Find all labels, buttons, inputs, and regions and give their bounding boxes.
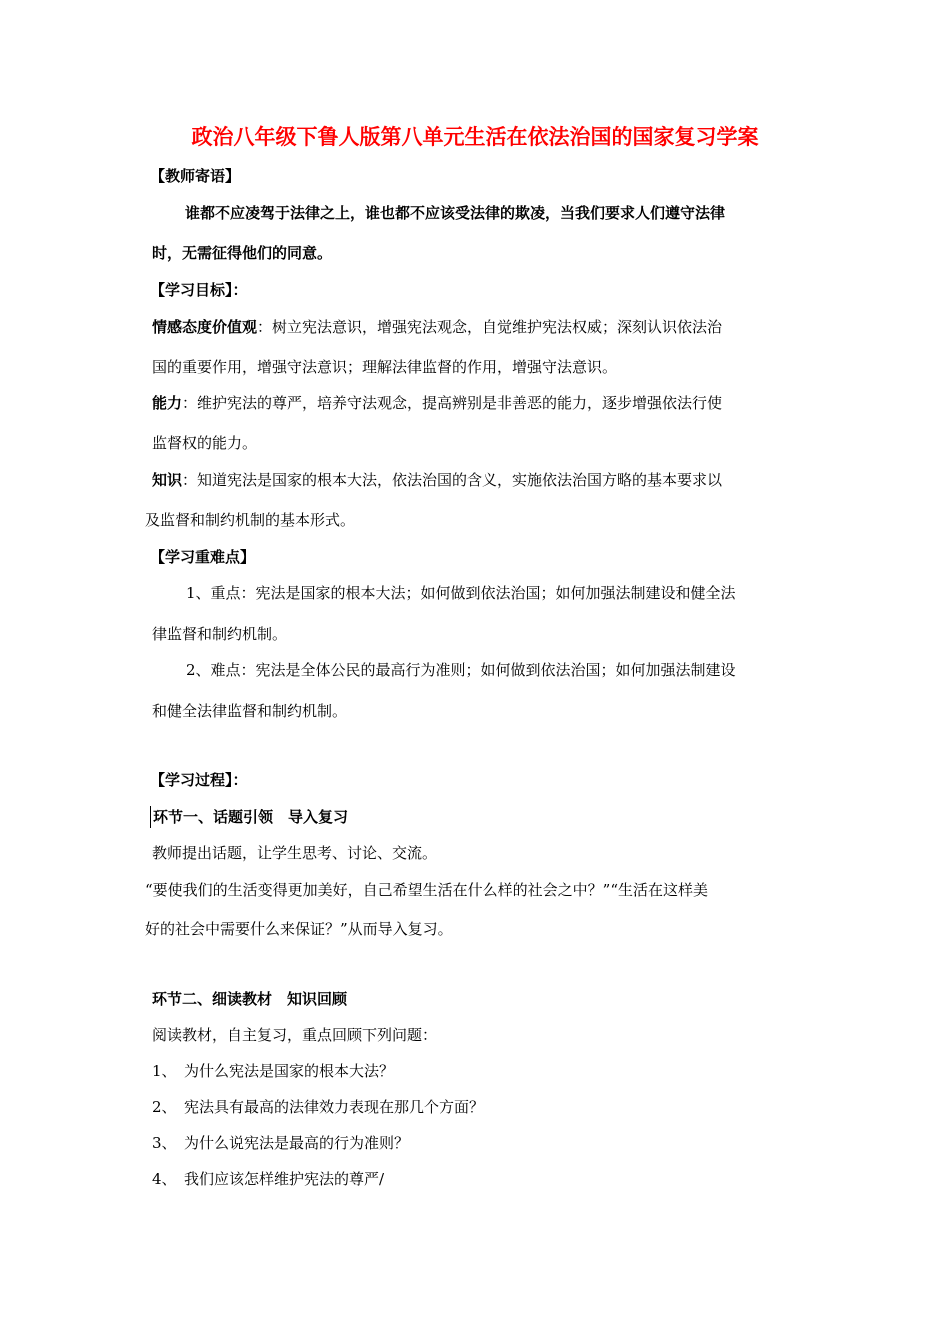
goal-emotion-line-1 [152,317,722,337]
question-item: 1、 为什么宪法是国家的根本大法？ [152,1062,395,1080]
goal-emotion-text: ：树立宪法意识，增强宪法观念，自觉维护宪法权威；深刻认识依法治 [257,318,723,336]
goal-knowledge-line-1 [152,470,722,490]
teacher-words-line-1: 谁都不应凌驾于法律之上，谁也都不应该受法律的欺凌，当我们要求人们遵守法律 [185,204,726,222]
teacher-words-line-2: 时，无需征得他们的同意。 [152,244,333,262]
text-cursor [150,806,151,828]
stage-2-heading: 环节二、细读教材 知识回顾 [152,990,348,1008]
goals-heading: 【学习目标】： [150,281,248,299]
question-item: 2、 宪法具有最高的法律效力表现在那几个方面？ [152,1098,485,1116]
goal-ability-label: 能力 [152,394,183,412]
goal-emotion-line-2: 国的重要作用，增强守法意识；理解法律监督的作用，增强守法意识。 [152,358,618,376]
question-item: 3、 为什么说宪法是最高的行为准则？ [152,1134,410,1152]
goal-knowledge-label: 知识 [152,471,183,489]
key-point-2-line-2: 和健全法律监督和制约机制。 [152,702,348,720]
key-points-heading: 【学习重难点】 [150,548,256,566]
stage-2-intro: 阅读教材，自主复习，重点回顾下列问题： [152,1026,438,1044]
goal-emotion-label: 情感态度价值观 [152,318,258,336]
stage-1-line-1: 教师提出话题，让学生思考、讨论、交流。 [152,844,438,862]
goal-knowledge-text: ：知道宪法是国家的根本大法，依法治国的含义，实施依法治国方略的基本要求以 [182,471,723,489]
stage-1-heading: 环节一、话题引领 导入复习 [153,808,349,826]
question-item: 4、 我们应该怎样维护宪法的尊严/ [152,1170,385,1188]
goal-ability-line-1 [152,393,722,413]
key-point-2-line-1: 2、难点：宪法是全体公民的最高行为准则；如何做到依法治国；如何加强法制建设 [186,661,736,679]
goal-knowledge-line-2: 及监督和制约机制的基本形式。 [145,511,356,529]
teacher-words-heading: 【教师寄语】 [150,167,241,185]
goal-ability-line-2: 监督权的能力。 [152,434,258,452]
goal-ability-text: ：维护宪法的尊严，培养守法观念，提高辨别是非善恶的能力，逐步增强依法行使 [182,394,723,412]
document-title: 政治八年级下鲁人版第八单元生活在依法治国的国家复习学案 [191,125,759,149]
stage-1-line-2: “要使我们的生活变得更加美好，自己希望生活在什么样的社会之中？”“生活在这样美 [145,881,709,899]
process-heading: 【学习过程】： [150,771,248,789]
stage-1-line-3: 好的社会中需要什么来保证？”从而导入复习。 [145,920,453,938]
key-point-1-line-2: 律监督和制约机制。 [152,625,288,643]
key-point-1-line-1: 1、重点：宪法是国家的根本大法；如何做到依法治国；如何加强法制建设和健全法 [186,584,736,602]
